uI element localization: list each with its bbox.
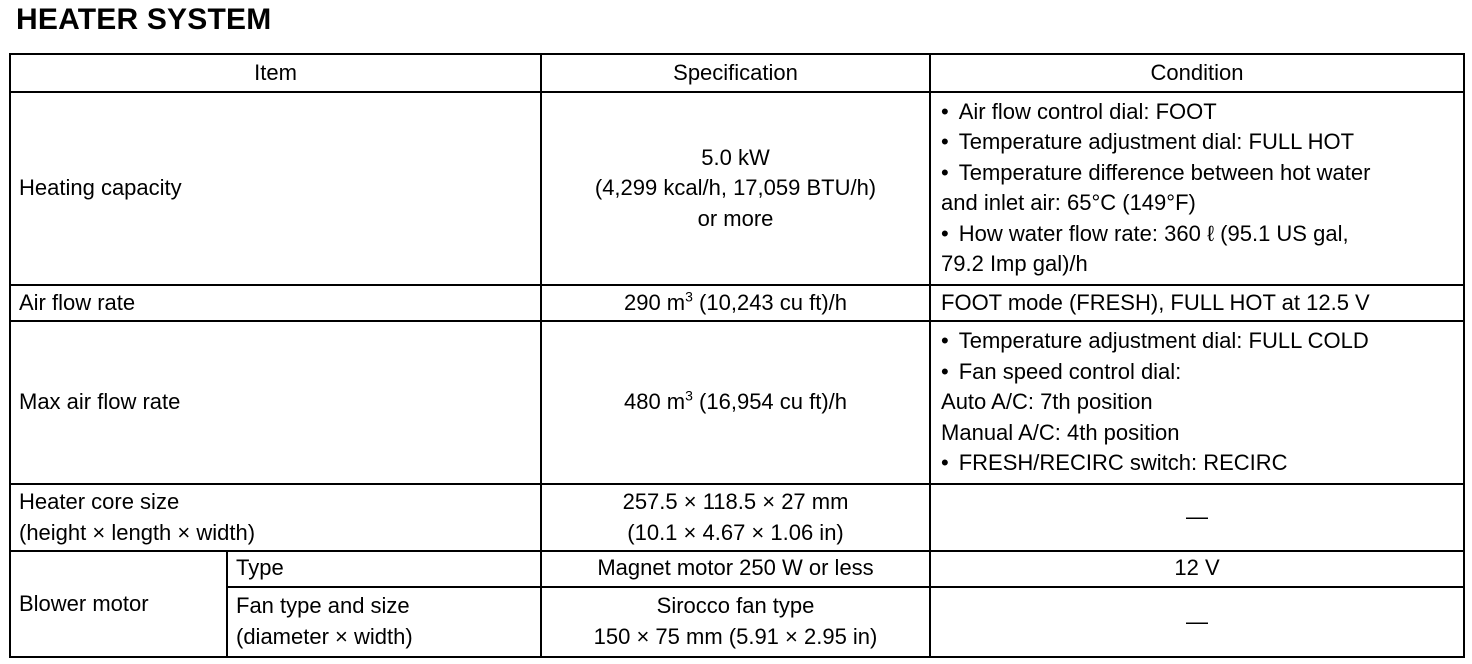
spec-value: (16,954 cu ft)/h	[692, 389, 848, 415]
spec-value: (10,243 cu ft)/h	[692, 289, 848, 315]
spec-line: 150 × 75 mm (5.91 × 2.95 in)	[593, 623, 878, 649]
condition-line: 79.2 Imp gal)/h	[941, 251, 1088, 277]
spec-superscript: 3	[685, 388, 693, 405]
condition-air-flow-rate: FOOT mode (FRESH), FULL HOT at 12.5 V	[930, 285, 1464, 321]
spec-line: 257.5 × 118.5 × 27 mm	[622, 489, 849, 514]
condition-max-air-flow-rate	[930, 321, 1464, 485]
condition-bullet: • Temperature difference between hot water	[941, 158, 1453, 189]
item-max-air-flow-rate: Max air flow rate	[10, 321, 541, 485]
heater-spec-table	[9, 53, 1465, 658]
subitem-fan-type-and-size	[227, 587, 541, 657]
condition-bullet: • Air flow control dial: FOOT	[941, 97, 1453, 128]
condition-blower-fan: —	[930, 587, 1464, 657]
item-line: Heater core size	[19, 489, 180, 514]
condition-bullet: • Temperature adjustment dial: FULL COLD	[941, 326, 1453, 357]
table-row-max-air-flow-rate	[10, 321, 1464, 485]
spec-air-flow-rate	[541, 285, 930, 321]
condition-line: and inlet air: 65°C (149°F)	[941, 190, 1196, 216]
spec-blower-fan	[541, 587, 930, 657]
spec-max-air-flow-rate	[541, 321, 930, 485]
subitem-type: Type	[227, 551, 541, 587]
spec-line: (10.1 × 4.67 × 1.06 in)	[627, 519, 844, 545]
header-item: Item	[10, 54, 541, 92]
condition-bullet: • FRESH/RECIRC switch: RECIRC	[941, 448, 1453, 479]
spec-line: or more	[697, 205, 774, 231]
condition-line: Auto A/C: 7th position	[941, 389, 1153, 415]
header-row	[10, 54, 1464, 92]
item-heating-capacity: Heating capacity	[10, 92, 541, 285]
condition-heating-capacity	[930, 92, 1464, 285]
item-line: (height × length × width)	[19, 519, 256, 545]
condition-blower-type: 12 V	[930, 551, 1464, 587]
header-condition: Condition	[930, 54, 1464, 92]
spec-value: 290 m	[623, 289, 686, 315]
spec-heating-capacity	[541, 92, 930, 285]
header-specification: Specification	[541, 54, 930, 92]
table-row-blower-fan	[10, 587, 1464, 657]
spec-heater-core-size	[541, 484, 930, 550]
item-air-flow-rate: Air flow rate	[10, 285, 541, 321]
table-row-heating-capacity	[10, 92, 1464, 285]
table-row-heater-core-size	[10, 484, 1464, 550]
table-row-blower-type	[10, 551, 1464, 587]
item-heater-core-size	[10, 484, 541, 550]
item-blower-motor: Blower motor	[10, 551, 227, 657]
item-line: (diameter × width)	[236, 623, 413, 649]
spec-line: 5.0 kW	[701, 144, 770, 170]
spec-line: (4,299 kcal/h, 17,059 BTU/h)	[594, 175, 877, 201]
condition-bullet: • How water flow rate: 360 ℓ (95.1 US gal,	[941, 219, 1453, 250]
item-line: Fan type and size	[236, 593, 410, 619]
spec-blower-type: Magnet motor 250 W or less	[541, 551, 930, 587]
table-row-air-flow-rate	[10, 285, 1464, 321]
spec-value: 480 m	[623, 389, 686, 415]
page-title: HEATER SYSTEM	[16, 3, 272, 36]
condition-bullet: • Fan speed control dial:	[941, 357, 1453, 388]
condition-heater-core-size: —	[930, 484, 1464, 550]
spec-line: Sirocco fan type	[656, 593, 815, 619]
condition-bullet: • Temperature adjustment dial: FULL HOT	[941, 127, 1453, 158]
condition-line: Manual A/C: 4th position	[941, 419, 1180, 445]
spec-superscript: 3	[685, 288, 693, 305]
